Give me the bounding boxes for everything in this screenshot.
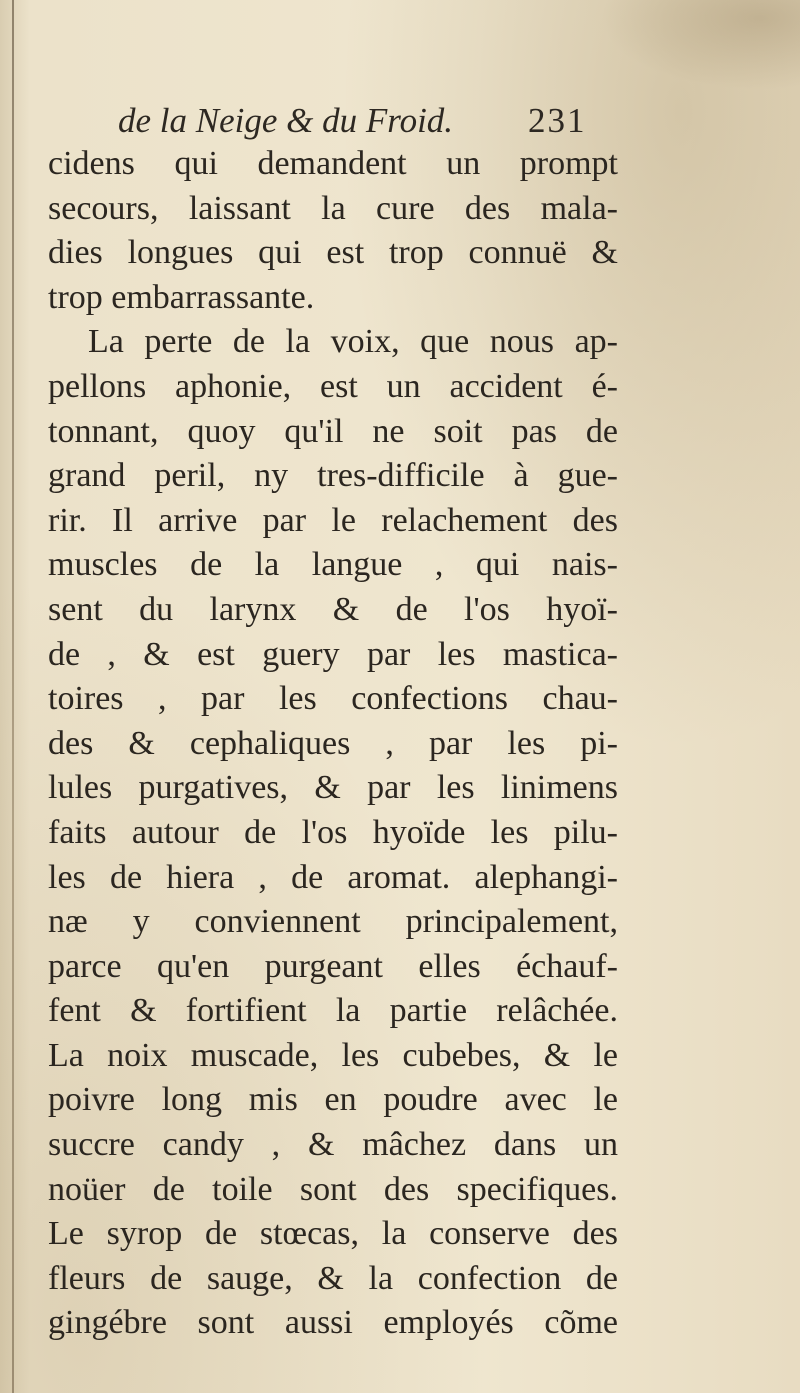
text-line: succre candy , & mâchez dans un	[48, 1126, 618, 1164]
body-text	[48, 142, 618, 1346]
paper-stain	[600, 0, 800, 90]
text-line: fleurs de sauge, & la confection de	[48, 1259, 618, 1297]
text-line: noüer de toile sont des specifiques.	[48, 1170, 618, 1208]
text-line: gingébre sont aussi employés cõme	[48, 1304, 618, 1342]
paragraph-first-line: La perte de la voix, que nous ap-	[88, 323, 618, 361]
page-number: 231	[528, 101, 587, 140]
running-title: de la Neige & du Froid.	[118, 101, 454, 140]
binding-gutter	[12, 0, 14, 1393]
text-line: Le syrop de stœcas, la conserve des	[48, 1215, 618, 1253]
text-line: des & cephaliques , par les pi-	[48, 724, 618, 762]
text-line: fent & fortifient la partie relâchée.	[48, 992, 618, 1030]
text-line: næ y conviennent principalement,	[48, 903, 618, 941]
text-line: tonnant, quoy qu'il ne soit pas de	[48, 412, 618, 450]
text-line: faits autour de l'os hyoïde les pilu-	[48, 813, 618, 851]
running-head	[0, 96, 800, 146]
text-line: cidens qui demandent un prompt	[48, 145, 618, 182]
text-line: La noix muscade, les cubebes, & le	[48, 1036, 618, 1074]
text-line: dies longues qui est trop connuë &	[48, 234, 618, 272]
text-line: parce qu'en purgeant elles échauf-	[48, 947, 618, 985]
text-line: rir. Il arrive par le relachement des	[48, 501, 618, 539]
text-line: les de hiera , de aromat. alephangi-	[48, 858, 618, 896]
text-line: pellons aphonie, est un accident é-	[48, 367, 618, 405]
text-line: toires , par les confections chau-	[48, 680, 618, 718]
text-line: muscles de la langue , qui nais-	[48, 546, 618, 584]
text-line: trop embarrassante.	[48, 278, 315, 316]
text-line: lules purgatives, & par les linimens	[48, 769, 618, 807]
text-line: poivre long mis en poudre avec le	[48, 1081, 618, 1119]
text-line: sent du larynx & de l'os hyoï-	[48, 590, 618, 628]
text-line: de , & est guery par les mastica-	[48, 635, 618, 673]
text-line: secours, laissant la cure des mala-	[48, 189, 618, 227]
text-line: grand peril, ny tres-difficile à gue-	[48, 457, 618, 495]
